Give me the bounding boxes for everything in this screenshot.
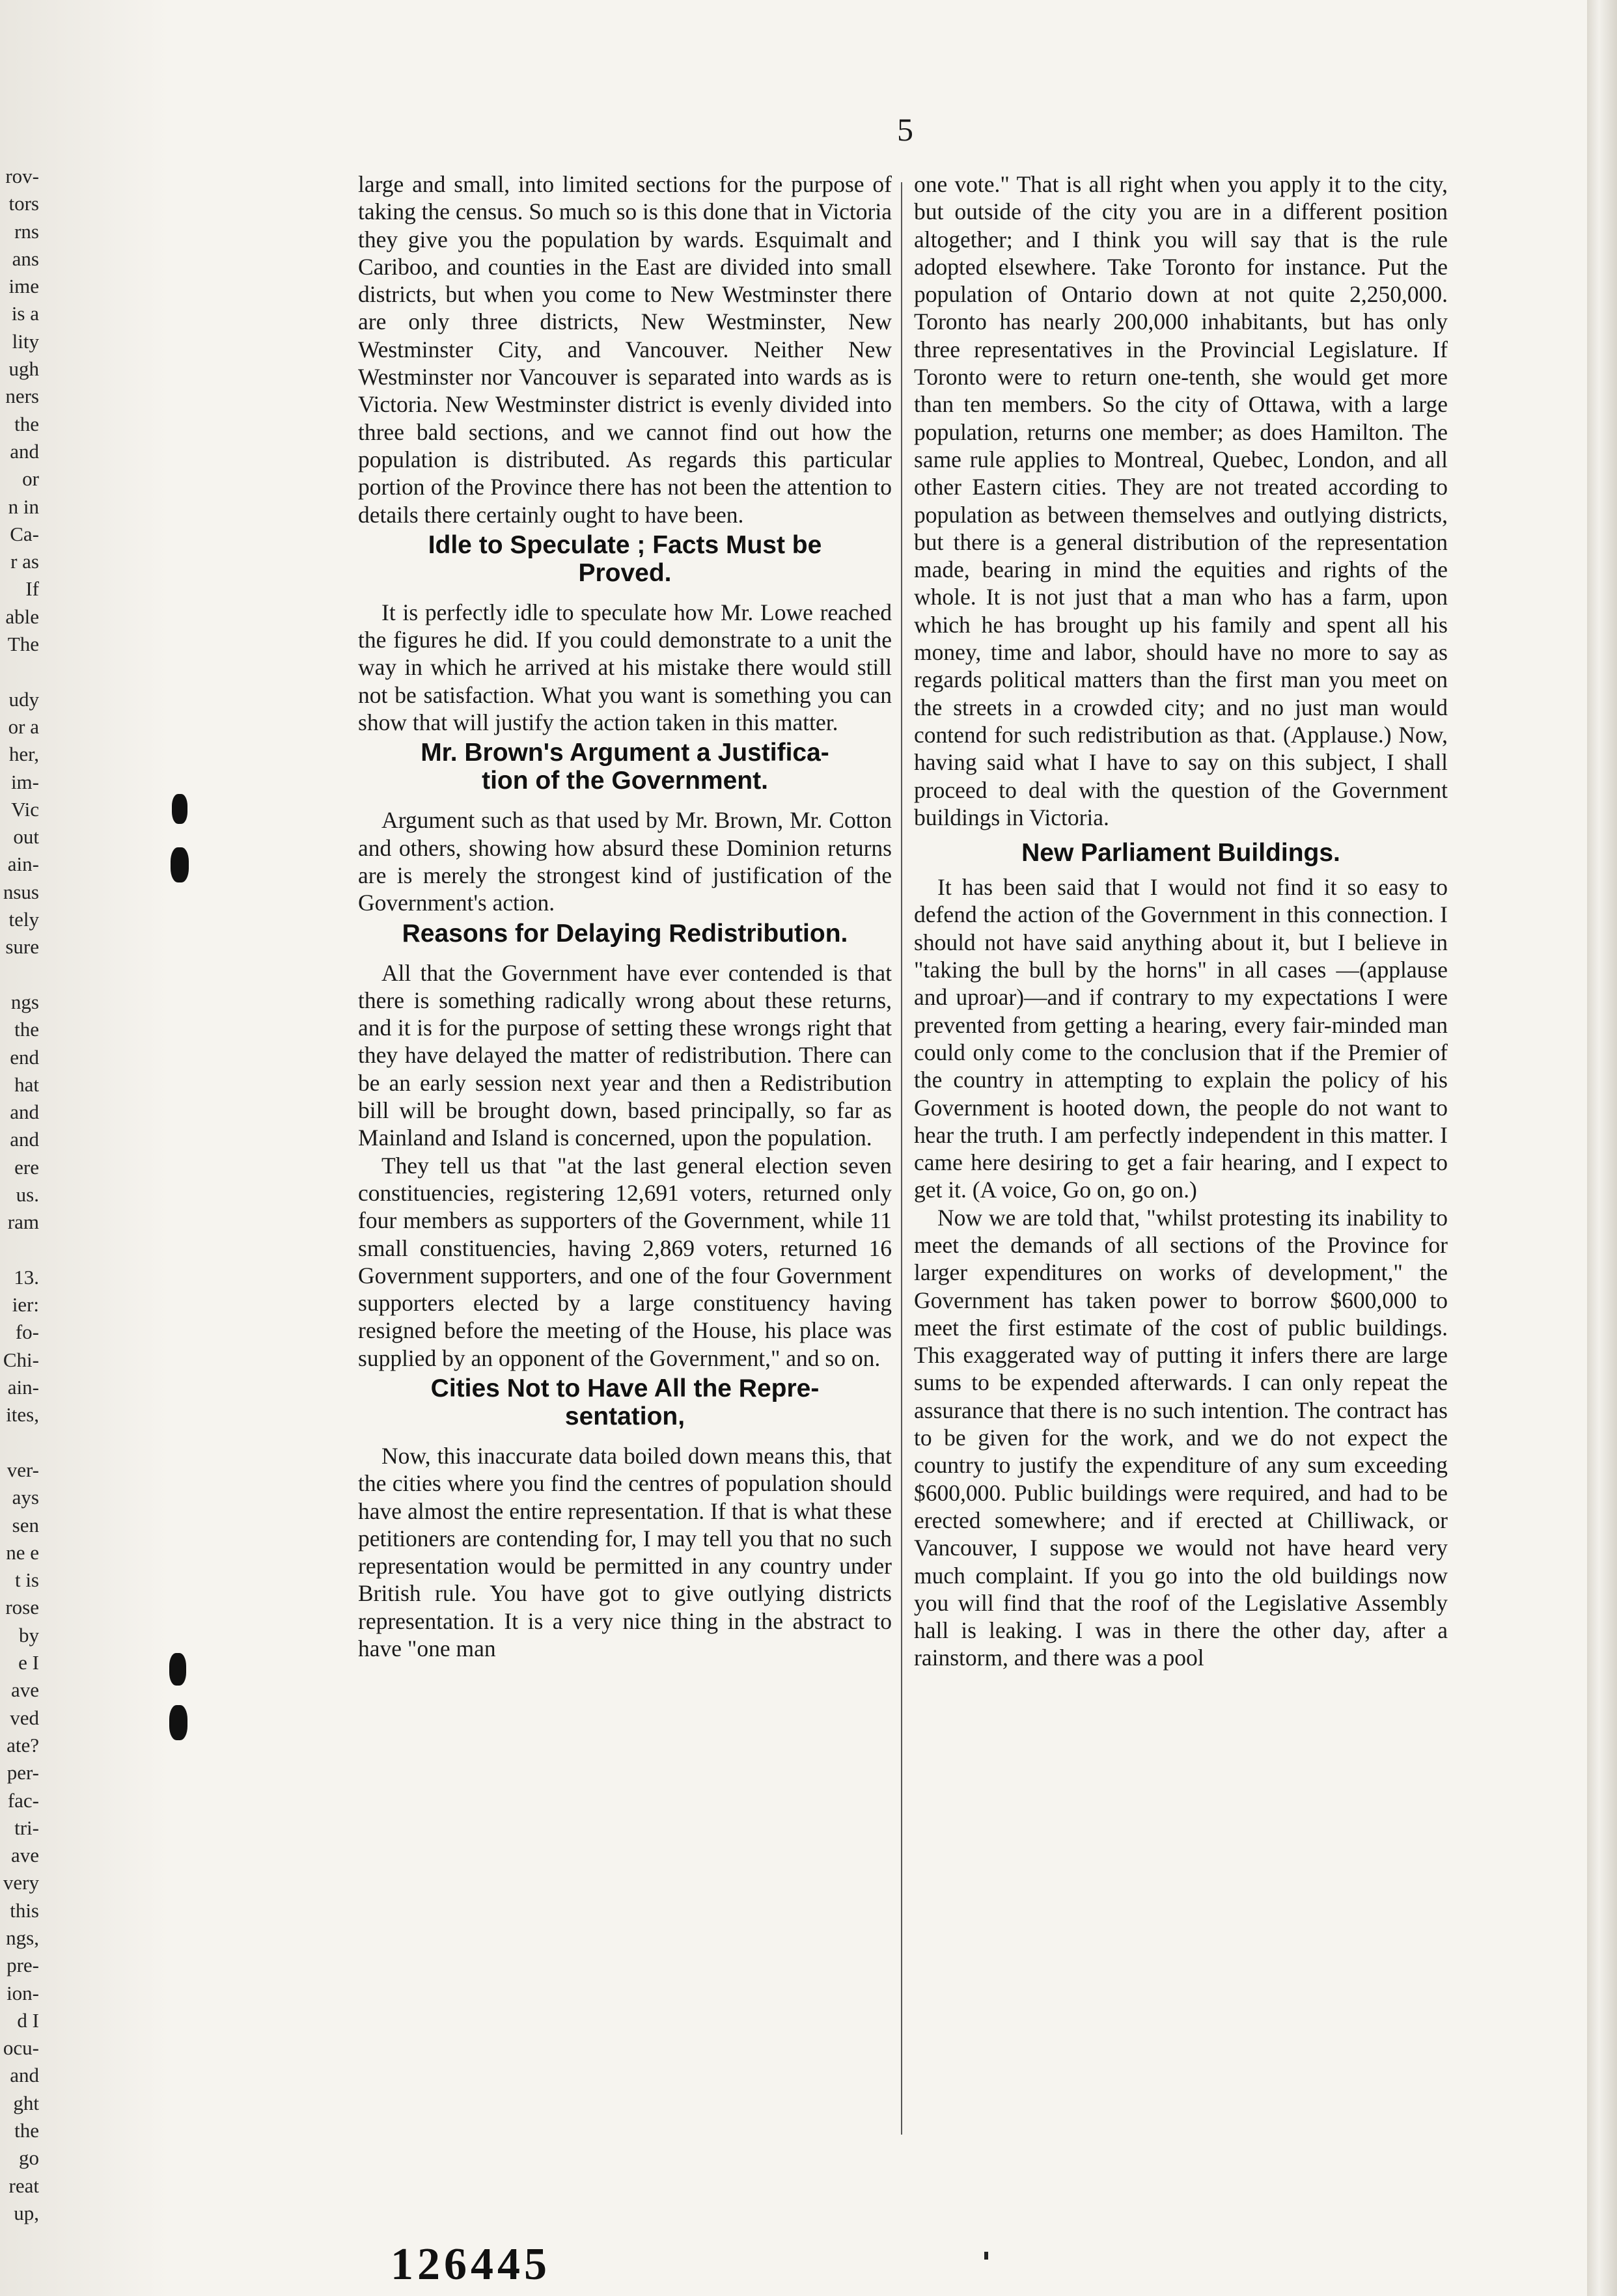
previous-page-fragment: ate?	[7, 1733, 39, 1756]
previous-page-fragment: tri-	[14, 1816, 39, 1839]
previous-page-fragment: rns	[14, 219, 39, 243]
ink-speck	[984, 2252, 988, 2260]
previous-page-fragment: ave	[10, 1844, 39, 1867]
previous-page-fragment: tors	[8, 192, 39, 215]
previous-page-fragment: ners	[5, 385, 39, 408]
previous-page-fragment: n in	[8, 495, 39, 518]
previous-page-fragment: and	[10, 2064, 39, 2087]
ink-blot	[169, 1705, 187, 1740]
previous-page-fragment: sure	[5, 935, 39, 959]
right-column	[914, 171, 1448, 1672]
column-rule	[901, 182, 902, 2135]
catalog-number: 126445	[391, 2239, 551, 2289]
paragraph: They tell us that "at the last general election seven constituencies, registering 12,691 voters, returned only four members as supporters of the Government, while 11 small constituencies, having 2,869 voters, returned 16 Government supporters, and one of the four Government supporters elected by a large constituency having resigned before the meeting of the House, his place was supplied by an opponent of the Government," and so on.	[358, 1152, 892, 1371]
previous-page-fragment: Chi-	[3, 1348, 39, 1371]
previous-page-fragment: Vic	[11, 797, 39, 821]
previous-page-fragment: or a	[8, 715, 39, 738]
previous-page-fragment: is a	[11, 302, 39, 325]
section-heading	[358, 739, 892, 795]
previous-page-fragment: the	[14, 1018, 39, 1041]
previous-page-fragment: and	[10, 439, 39, 463]
previous-page-fragment: and	[10, 1100, 39, 1124]
previous-page-fragment: udy	[8, 687, 39, 711]
previous-page-column	[0, 163, 39, 2227]
previous-page-fragment: ain-	[7, 1376, 39, 1399]
previous-page-fragment: rov-	[5, 165, 39, 187]
heading-line: tion of the Government.	[482, 767, 768, 795]
previous-page-fragment: tely	[8, 908, 39, 931]
heading-line: Reasons for Delaying Redistribution.	[402, 919, 848, 948]
previous-page-fragment: ugh	[8, 357, 39, 381]
previous-page-fragment: ved	[10, 1706, 39, 1729]
left-column	[358, 171, 892, 1662]
ink-blot	[171, 847, 189, 882]
previous-page-fragment: or	[22, 467, 39, 491]
section-heading	[358, 531, 892, 587]
heading-line: New Parliament Buildings.	[1021, 839, 1340, 868]
ink-blot	[172, 794, 187, 824]
previous-page-fragment	[0, 1429, 39, 1456]
previous-page-fragment: e I	[18, 1651, 39, 1674]
previous-page-fragment: ave	[10, 1678, 39, 1702]
heading-line: Idle to Speculate ; Facts Must be	[428, 530, 822, 559]
previous-page-fragment: per-	[7, 1761, 39, 1784]
previous-page-fragment: ere	[14, 1155, 39, 1179]
previous-page-fragment: ain-	[7, 853, 39, 876]
previous-page-fragment: ver-	[7, 1458, 39, 1481]
previous-page-fragment: by	[19, 1623, 39, 1647]
previous-page-fragment: 13.	[14, 1265, 39, 1289]
paragraph: All that the Government have ever contended is that there is something radically wrong about these returns, and it is for the purpose of setting these wrongs right that they have delayed the matter of redistribution. There can be an early session next year and then a Redistribution bill will be brought down, based principally, so far as Mainland and Island is concerned, upon the population.	[358, 959, 892, 1151]
previous-page-fragment: ans	[12, 247, 39, 270]
ink-blot	[169, 1653, 186, 1686]
paragraph: one vote." That is all right when you apply it to the city, but outside of the city you are in a different position altogether; and I think you will say that is the rule adopted elsewhere. Take Toronto for instance. Put the population of Ontario down at not quite 2,250,000. Toronto has nearly 200,000 inhabitants, but has only three representatives in the Provincial Legislature. If Toronto were to return one-tenth, she would get more than ten members. So the city of Ottawa, with a large population, returns one member; as does Hamilton. The same rule applies to Montreal, Quebec, London, and all other Eastern cities. They are not treated according to population as between themselves and outlying districts, but there is a general distribution of the representation made, bearing in mind the equities and rights of the whole. It is not just that a man who has a farm, upon which he has brought up his family and spent all his money, time and labor, should have no more to say as regards political matters than the first man you meet on the streets in a crowded city; and no just man would contend for such redistribution as that. (Applause.) Now, having said what I have to say on this subject, I shall proceed to deal with the question of the Government buildings in Victoria.	[914, 171, 1448, 830]
previous-page-fragment: fo-	[15, 1320, 39, 1344]
paragraph: It is perfectly idle to speculate how Mr. Lowe reached the figures he did. If you could demonstrate to a unit the way in which he arrived at his mistake there would still not be satisfaction. What you want is something you can show that will justify the action taken in this matter.	[358, 599, 892, 736]
heading-line: Cities Not to Have All the Repre-	[430, 1374, 820, 1402]
previous-page-fragment: Ca-	[10, 522, 39, 545]
previous-page-fragment: ngs	[10, 990, 39, 1013]
paragraph: Now we are told that, "whilst protesting its inability to meet the demands of all sections of the Province for larger expenditures on works of development," the Government has taken power to borrow $600,000 to meet the first estimate of the cost of public buildings. This exaggerated way of putting it infers there are large sums to be expended afterwards. I can only repeat the assurance that there is no such intention. The contract has to be given for the work, and we do not expect the country to justify the expenditure of any sum exceeding $600,000. Public buildings were required, and had to be erected somewhere; and if erected at Chilliwack, or Vancouver, I suppose we would not have heard very much complaint. If you go into the old buildings now you will find that the roof of the Legislative Assembly hall is leaking. I was in there the other day, after a rainstorm, and there was a pool	[914, 1204, 1448, 1671]
previous-page-fragment: this	[10, 1898, 39, 1922]
page-edge	[1587, 0, 1617, 2296]
previous-page-fragment: ion-	[7, 1981, 39, 2004]
previous-page-fragment: pre-	[7, 1954, 39, 1977]
section-heading	[358, 1374, 892, 1430]
previous-page-fragment	[0, 1237, 39, 1264]
previous-page-fragment: ght	[13, 2091, 39, 2114]
intro-paragraph: large and small, into limited sections for the purpose of taking the census. So much so is this done that in Victoria they give you the population by wards. Esquimalt and Cariboo, and counties in the East are divided into small districts, but when you come to New Westminster there are only three districts, New Westminster, New Westminster City, and Vancouver. Neither New Westminster nor Vancouver is separated into wards as is Victoria. New Westminster district is evenly divided into three bald sections, and we cannot find out how the population is distributed. As regards this particular portion of the Province there has not been the attention to details there certainly ought to have been.	[358, 171, 892, 528]
previous-page-fragment: end	[10, 1045, 39, 1069]
previous-page-fragment: lity	[12, 329, 39, 353]
previous-page-fragment: rose	[5, 1596, 39, 1619]
previous-page-fragment: the	[14, 412, 39, 435]
heading-line: sentation,	[564, 1402, 685, 1430]
previous-page-fragment: ime	[8, 275, 39, 298]
previous-page-fragment: reat	[8, 2174, 39, 2197]
previous-page-fragment: and	[10, 1128, 39, 1151]
page-number: 5	[897, 111, 913, 148]
previous-page-fragment: d I	[17, 2008, 39, 2032]
previous-page-fragment: out	[13, 825, 39, 849]
previous-page-fragment: im-	[10, 770, 39, 793]
previous-page-fragment: able	[5, 605, 39, 628]
previous-page-fragment: ngs,	[6, 1926, 39, 1949]
heading-line: Proved.	[578, 558, 672, 587]
section-heading	[358, 920, 892, 948]
previous-page-fragment: ocu-	[3, 2036, 39, 2060]
heading-line: Mr. Brown's Argument a Justifica-	[421, 739, 829, 767]
previous-page-fragment: us.	[16, 1182, 39, 1206]
previous-page-fragment: the	[14, 2119, 39, 2142]
previous-page-fragment	[0, 658, 39, 685]
previous-page-fragment: ays	[12, 1486, 39, 1509]
paragraph: Now, this inaccurate data boiled down means this, that the cities where you find the centres of population should have almost the entire representation. If that is what these petitioners are contending for, I may tell you that no such representation would be permitted in any country under British rule. You have got to give outlying districts representation. It is a very nice thing in the abstract to have "one man	[358, 1442, 892, 1662]
previous-page-fragment: If	[25, 577, 39, 601]
previous-page-fragment: The	[7, 633, 39, 656]
previous-page-fragment: ram	[7, 1210, 39, 1234]
previous-page-fragment: t is	[14, 1568, 39, 1592]
previous-page-fragment: sen	[12, 1513, 39, 1537]
previous-page-fragment: up,	[14, 2201, 39, 2224]
previous-page-fragment: ne e	[6, 1540, 39, 1564]
previous-page-fragment: ier:	[12, 1293, 39, 1317]
previous-page-fragment: very	[3, 1871, 39, 1894]
section-heading	[914, 839, 1448, 867]
previous-page-fragment: fac-	[7, 1788, 39, 1812]
previous-page-fragment: ites,	[6, 1403, 39, 1427]
previous-page-fragment	[0, 961, 39, 989]
paragraph: It has been said that I would not find it so easy to defend the action of the Government in this connection. I should not have said anything about it, but I believe in "taking the bull by the horns" in all cases —(applause and uproar)—and if contrary to my expectations I were prevented from getting a hearing, every fair-minded man could only come to the conclusion that if the Premier of the country in attempting to explain the policy of his Government is hooted down, the people do not want to hear the truth. I am perfectly independent in this matter. I came here desiring to get a fair hearing, and I expect to get it. (A voice, Go on, go on.)	[914, 874, 1448, 1203]
paragraph: Argument such as that used by Mr. Brown, Mr. Cotton and others, showing how absurd these Dominion returns are is merely the strongest kind of justification of the Government's action.	[358, 807, 892, 916]
previous-page-fragment: her,	[8, 743, 39, 766]
previous-page-fragment: hat	[14, 1073, 39, 1096]
previous-page-fragment: nsus	[3, 880, 39, 903]
previous-page-fragment: go	[19, 2146, 39, 2170]
previous-page-fragment: r as	[10, 550, 39, 573]
